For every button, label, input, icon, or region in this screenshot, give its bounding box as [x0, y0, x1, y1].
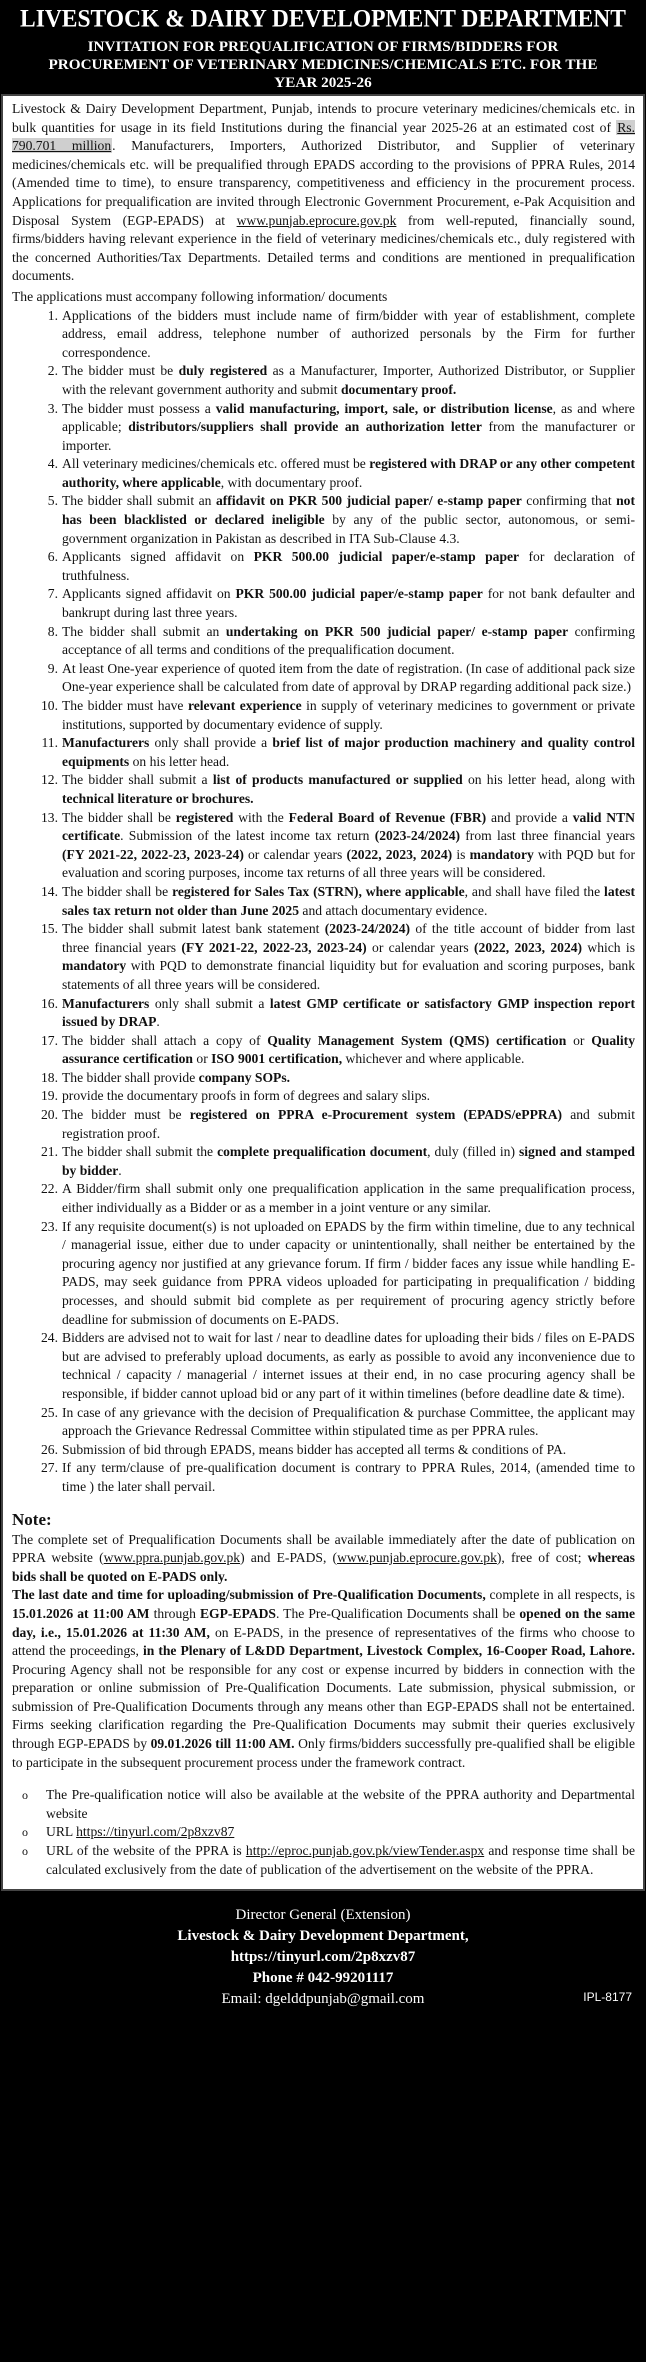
- requirement-item: [32, 455, 635, 492]
- requirement-number: 3.: [47, 400, 58, 416]
- requirement-number: 11.: [41, 735, 58, 751]
- note-text: . The Pre-Qualification Documents shall be: [275, 1605, 520, 1621]
- intro-paragraph: [12, 100, 635, 286]
- note-text: ), free of cost;: [496, 1550, 588, 1566]
- requirement-text: as a Manufacturer, Importer, Authorized Distributor, or Supplier with the relevant government authority and submit: [62, 363, 635, 397]
- bullet-item: [18, 1823, 635, 1842]
- requirement-text: The bidder shall submit the: [62, 1144, 218, 1160]
- requirement-text: with the: [233, 809, 289, 825]
- requirement-item: [32, 920, 635, 994]
- opening-datetime: opened on the same day, i.e., 15.01.2026 at 11:30 AM,: [12, 1605, 636, 1640]
- notice-header: [0, 0, 646, 94]
- requirement-emphasis: latest sales tax return not older than June 2025: [62, 883, 635, 918]
- requirement-number: 4.: [47, 456, 58, 472]
- requirement-text: only shall submit a: [149, 995, 270, 1011]
- requirement-number: 2.: [47, 363, 58, 379]
- requirement-emphasis: valid NTN certificate: [62, 809, 635, 844]
- requirement-text: The bidder must be: [62, 1107, 190, 1123]
- requirement-number: 12.: [41, 772, 58, 788]
- requirement-emphasis: relevant experience: [187, 698, 302, 713]
- requirement-text: confirming acceptance of all terms and conditions of the prequalification document.: [62, 623, 636, 658]
- requirement-text: only shall provide a: [149, 735, 273, 751]
- requirement-text: provide the documentary proofs in form of degrees and salary slips.: [62, 1088, 431, 1104]
- requirement-text: The bidder shall attach a copy of: [62, 1032, 268, 1048]
- requirement-number: 8.: [47, 623, 58, 639]
- requirement-text: for not bank defaulter and bankrupt during last three years.: [62, 586, 635, 621]
- requirement-item: [32, 1218, 635, 1330]
- requirement-emphasis: (2023-24/2024): [324, 921, 411, 937]
- requirement-text: .: [118, 1162, 122, 1178]
- requirement-text: The bidder must possess a: [62, 400, 216, 416]
- requirement-text: with PQD to demonstrate financial liquidity but for evaluation and scoring purposes, bank statements of all three years will be considered.: [62, 958, 635, 992]
- requirement-item: [32, 400, 635, 456]
- requirement-number: 25.: [41, 1404, 58, 1420]
- requirement-emphasis: distributors/suppliers shall provide an authorization letter: [128, 419, 482, 435]
- ppra-tender-link[interactable]: http://eproc.punjab.gov.pk/viewTender.aspx: [245, 1843, 485, 1859]
- requirement-text: , duly (filled in): [427, 1144, 519, 1160]
- requirement-item: [32, 1106, 635, 1143]
- requirement-emphasis: company SOPs.: [198, 1069, 291, 1085]
- requirement-item: [32, 623, 635, 660]
- requirement-text: , as and where applicable;: [62, 400, 635, 435]
- requirement-emphasis: registered: [175, 809, 234, 825]
- requirement-item: [32, 492, 635, 548]
- requirement-number: 16.: [41, 995, 58, 1011]
- requirement-number: 21.: [41, 1144, 58, 1160]
- requirement-text: or: [193, 1051, 212, 1067]
- info-bullets: [18, 1786, 635, 1879]
- requirement-item: [32, 585, 635, 622]
- note-text: ) and E-PADS, (: [240, 1550, 338, 1566]
- requirement-text: of the title account of bidder from last three financial years: [62, 921, 635, 955]
- requirement-text: The bidder must have: [62, 698, 188, 713]
- contact-footer: [0, 1891, 646, 2018]
- bullet-text: and response time shall be calculated exclusively from the date of publication of the advertisement on the website of the PPRA.: [46, 1843, 635, 1877]
- issuer-department: Livestock & Dairy Development Department,: [177, 1928, 469, 1945]
- requirement-number: 18.: [41, 1069, 58, 1085]
- bullet-text: The Pre-qualification notice will also be available at the website of the PPRA authority and Departmental website: [46, 1787, 635, 1821]
- requirement-emphasis: (2022, 2023, 2024): [346, 846, 453, 862]
- requirement-emphasis: mandatory: [62, 958, 127, 974]
- requirement-emphasis: Manufacturers: [62, 995, 150, 1011]
- opening-venue: in the Plenary of L&DD Department, Livestock Complex, 16-Cooper Road, Lahore.: [142, 1643, 635, 1659]
- footer-phone: Phone # 042-99201117: [252, 1970, 394, 1987]
- ppra-website-link[interactable]: www.ppra.punjab.gov.pk: [103, 1550, 241, 1566]
- note-paragraph-2: [12, 1586, 635, 1772]
- requirement-text: The bidder shall submit an: [62, 623, 226, 639]
- footer-url[interactable]: https://tinyurl.com/2p8xzv87: [230, 1949, 416, 1966]
- requirement-emphasis: Manufacturers: [62, 735, 150, 751]
- requirement-text: with PQD but for evaluation and scoring purposes, income tax returns of all three years will be considered.: [62, 846, 635, 881]
- requirement-emphasis: PKR 500.00 judicial paper/e-stamp paper: [235, 586, 483, 602]
- requirement-text: The bidder shall submit an: [62, 493, 216, 509]
- note-text: The complete set of Prequalification Documents shall be available immediately after the date of publication on PPRA website (: [12, 1531, 635, 1566]
- requirement-text: All veterinary medicines/chemicals etc. offered must be: [62, 456, 370, 472]
- requirement-number: 20.: [41, 1107, 58, 1123]
- requirement-item: [32, 734, 635, 771]
- requirement-item: [32, 1180, 635, 1217]
- requirement-text: , and shall have filed the: [464, 883, 605, 899]
- requirement-number: 24.: [41, 1330, 58, 1346]
- requirement-item: [32, 307, 635, 363]
- intro-text-3: from well-reputed, financially sound, firms/bidders having relevant experience in the field of veterinary medicines/chemicals etc., duly registered with the concerned Authorities/Tax Departments. Detailed terms and conditions are mentioned in prequalification documents.: [12, 212, 635, 284]
- requirement-emphasis: latest GMP certificate or satisfactory GMP inspection report issued by DRAP: [62, 995, 635, 1030]
- notice-subtitle-line-1: INVITATION FOR PREQUALIFICATION OF FIRMS/BIDDERS FOR: [87, 38, 559, 55]
- note-text: on E-PADS, in the presence of representatives of the firms who choose to attend the proceedings,: [12, 1624, 635, 1659]
- requirement-text: . Submission of the latest income tax return: [120, 828, 375, 844]
- requirement-emphasis: registered for Sales Tax (STRN), where applicable: [172, 883, 465, 899]
- notice-subtitle-line-3: YEAR 2025-26: [274, 74, 372, 91]
- requirement-text: for declaration of truthfulness.: [62, 549, 635, 583]
- requirement-text: Submission of bid through EPADS, means bidder has accepted all terms & conditions of PA.: [62, 1441, 567, 1457]
- circle-bullet-icon: o: [22, 1788, 28, 1803]
- requirement-text: by any of the public sector, autonomous, or semi-government organization in Pakistan as described in ITA Sub-Clause 4.3.: [62, 512, 635, 546]
- submission-deadline: 15.01.2026 at 11:00 AM: [12, 1605, 150, 1621]
- epads-link[interactable]: www.punjab.eprocure.gov.pk: [236, 212, 397, 228]
- note-emphasis: whereas bids shall be quoted on E-PADS only.: [12, 1550, 635, 1584]
- note-text: Procuring Agency shall not be responsible for any cost or expense incurred by bidders in connection with the preparation or online submission of Pre-Qualification Documents. Late submission, physical submission, or submission of Pre-Qualification Documents through any means other than EGP-EPADS shall not be entertained. Firms seeking clarification regarding the Pre-Qualification Documents may submit their queries exclusively through EGP-EPADS by: [12, 1661, 635, 1752]
- requirement-number: 10.: [41, 698, 58, 713]
- notice-body: [1, 94, 645, 1891]
- requirement-item: [32, 1069, 635, 1088]
- requirement-item: [32, 660, 635, 697]
- circle-bullet-icon: o: [22, 1825, 28, 1840]
- requirement-text: from last three financial years: [460, 828, 635, 844]
- requirement-emphasis: technical literature or brochures.: [62, 790, 254, 806]
- requirement-text: from the manufacturer or importer.: [62, 419, 635, 453]
- ad-reference-code: IPL-8177: [583, 1990, 632, 2005]
- requirement-text: which is: [582, 939, 635, 955]
- requirement-text: , with documentary proof.: [220, 474, 363, 490]
- requirement-emphasis: (2022, 2023, 2024): [474, 939, 583, 955]
- bullet-text: URL of the website of the PPRA is: [46, 1843, 246, 1859]
- requirement-emphasis: (FY 2021-22, 2022-23, 2023-24): [62, 846, 244, 862]
- requirement-text: The bidder shall submit a: [62, 772, 213, 788]
- circle-bullet-icon: o: [22, 1844, 28, 1859]
- requirement-item: [32, 883, 635, 920]
- requirement-text: Applicants signed affidavit on: [62, 586, 236, 602]
- department-title: LIVESTOCK & DAIRY DEVELOPMENT DEPARTMENT: [20, 4, 626, 34]
- requirement-emphasis: valid manufacturing, import, sale, or distribution license: [215, 400, 553, 416]
- note-section: [12, 1509, 635, 1773]
- requirement-emphasis: not has been blacklisted or declared ineligible: [62, 493, 636, 528]
- requirement-text: In case of any grievance with the decision of Prequalification & purchase Committee, the applicant may approach the Grievance Redressal Committee within stipulated time as per PPRA rules.: [62, 1404, 635, 1439]
- issuer-title: Director General (Extension): [235, 1907, 411, 1924]
- requirement-text: or calendar years: [243, 846, 347, 862]
- requirement-item: [32, 1441, 635, 1460]
- requirement-text: The bidder must be: [62, 363, 179, 379]
- requirement-text: confirming that: [521, 493, 617, 509]
- submission-heading: The last date and time for uploading/submission of Pre-Qualification Documents,: [12, 1587, 486, 1603]
- requirement-text: The bidder shall submit latest bank statement: [62, 921, 325, 937]
- requirement-item: [32, 1032, 635, 1069]
- requirement-emphasis: registered on PPRA e-Procurement system (EPADS/ePPRA): [189, 1107, 563, 1123]
- requirement-text: and provide a: [486, 809, 573, 825]
- requirement-text: At least One-year experience of quoted item from the date of registration. (In case of additional pack size One-year experience shall be calculated from date of approval by DRAP regarding additional pack size.): [62, 660, 635, 695]
- requirement-text: The bidder shall be: [62, 883, 173, 899]
- requirement-emphasis: (FY 2021-22, 2022-23, 2023-24): [181, 939, 367, 955]
- requirement-emphasis: brief list of major production machinery and quality control equipments: [62, 735, 635, 769]
- requirement-number: 14.: [41, 883, 58, 899]
- intro-text-1: Livestock & Dairy Development Department, Punjab, intends to procure veterinary medicines/chemicals etc. in bulk quantities for usage in its field Institutions during the financial year 2025-26 at an estimated cost of: [12, 101, 635, 135]
- requirement-item: [32, 548, 635, 585]
- requirement-emphasis: Federal Board of Revenue (FBR): [288, 809, 487, 825]
- requirement-text: in supply of veterinary medicines to government or private institutions, supported by documentary evidence of supply.: [62, 698, 635, 732]
- requirement-item: [32, 697, 635, 734]
- requirement-text: If any term/clause of pre-qualification document is contrary to PPRA Rules, 2014, (amended time to time ) the later shall pervail.: [62, 1460, 635, 1494]
- requirement-emphasis: Quality assurance certification: [62, 1032, 635, 1067]
- requirement-number: 13.: [41, 809, 58, 825]
- requirement-number: 5.: [47, 493, 58, 509]
- requirement-number: 26.: [41, 1441, 58, 1457]
- requirement-emphasis: mandatory: [469, 846, 534, 862]
- intro-text-2: . Manufacturers, Importers, Authorized Distributor, and Supplier of veterinary medicines/chemicals etc. will be prequalified through EPADS according to the provisions of PPRA Rules, 2014 (Amended time to time), to ensure transparency, competitiveness and efficiency in the procurement process. Applications for prequalification are invited through Electronic Government Procurement, e-Pak Acquisition and Disposal System (EGP-EPADS) at: [12, 138, 635, 228]
- requirement-text: on his letter head, along with: [462, 772, 636, 788]
- requirement-emphasis: complete prequalification document: [217, 1144, 428, 1160]
- requirement-number: 27.: [41, 1460, 58, 1476]
- requirement-item: [32, 1329, 635, 1403]
- requirement-text: on his letter head.: [129, 753, 230, 769]
- requirement-item: [32, 1404, 635, 1441]
- requirement-text: or calendar years: [366, 939, 475, 955]
- requirement-text: Bidders are advised not to wait for last / near to deadline dates for uploading their bids / files on E-PADS but are advised to preferably upload documents, as early as possible to avoid any inconvenience due to technical / capacity / managerial / internet issues at their end, in no case procuring agency shall be responsible, if bidder cannot upload bid or any part of it within timelines (before deadline date & time).: [62, 1330, 635, 1401]
- requirement-emphasis: signed and stamped by bidder: [62, 1144, 635, 1178]
- requirement-emphasis: PKR 500.00 judicial paper/e-stamp paper: [253, 549, 520, 565]
- epads-website-link[interactable]: www.punjab.eprocure.gov.pk: [337, 1550, 497, 1566]
- requirement-number: 6.: [47, 549, 58, 565]
- requirement-emphasis: list of products manufactured or supplied: [212, 772, 463, 788]
- requirement-number: 23.: [41, 1218, 58, 1234]
- requirement-item: [32, 771, 635, 808]
- note-paragraph-1: [12, 1531, 635, 1587]
- requirement-text: Applicants signed affidavit on: [62, 549, 254, 565]
- requirement-text: A Bidder/firm shall submit only one prequalification application in the same prequalification process, either individually as a Bidder or as a member in a joint venture or any similar.: [62, 1181, 635, 1216]
- requirement-item: [32, 809, 635, 883]
- requirements-list: [32, 307, 635, 1497]
- requirement-item: [32, 1459, 635, 1496]
- requirement-text: and submit registration proof.: [62, 1107, 635, 1141]
- bullet-text: URL: [46, 1824, 77, 1840]
- notice-subtitle-line-2: PROCUREMENT OF VETERINARY MEDICINES/CHEMICALS ETC. FOR THE: [48, 56, 598, 73]
- requirement-emphasis: duly registered: [178, 363, 268, 379]
- requirement-emphasis: affidavit on PKR 500 judicial paper/ e-stamp paper: [215, 493, 522, 509]
- query-deadline: 09.01.2026 till 11:00 AM.: [150, 1736, 295, 1752]
- requirement-text: If any requisite document(s) is not uploaded on EPADS by the firm within timeline, due to any technical / managerial issue, either due to under capacity or unintentionally, shall neither be entertained by the procuring agency nor justified at any grievance forum. If firm / bidder faces any issue while handling E-PADS, may seek guidance from PPRA videos uploaded for participating in prequalification / bidding processes, and should submit bid complete as per requirement of procuring agency strictly before deadline for submission of documents on E-PADS.: [62, 1218, 635, 1327]
- requirement-text: or: [566, 1032, 592, 1048]
- note-text: complete in all respects, is: [485, 1587, 635, 1603]
- requirement-text: is: [452, 846, 470, 862]
- requirement-number: 1.: [47, 307, 58, 323]
- requirements-lead: The applications must accompany following information/ documents: [12, 288, 388, 304]
- tinyurl-link[interactable]: https://tinyurl.com/2p8xzv87: [76, 1824, 235, 1840]
- requirement-text: .: [156, 1014, 160, 1030]
- requirement-number: 17.: [41, 1032, 58, 1048]
- requirement-text: The bidder shall provide: [62, 1069, 199, 1085]
- bullet-item: [18, 1786, 635, 1823]
- requirement-emphasis: ISO 9001 certification,: [211, 1051, 343, 1067]
- footer-email[interactable]: Email: dgelddpunjab@gmail.com: [221, 1991, 425, 2008]
- requirement-text: Applications of the bidders must include name of firm/bidder with year of establishment, complete address, email address, telephone number of authorized personals by the Firm for further correspondence.: [62, 307, 635, 360]
- requirement-number: 7.: [47, 586, 58, 602]
- requirement-text: The bidder shall be: [62, 809, 176, 825]
- requirement-number: 9.: [47, 660, 58, 676]
- requirement-emphasis: undertaking on PKR 500 judicial paper/ e-stamp paper: [225, 623, 569, 639]
- note-text: Only firms/bidders successfully pre-qualified shall be eligible to participate in the subsequent procurement process under the framework contract.: [12, 1736, 635, 1770]
- requirement-item: [32, 995, 635, 1032]
- bullet-item: [18, 1842, 635, 1879]
- requirement-emphasis: documentary proof.: [340, 381, 457, 397]
- requirement-item: [32, 362, 635, 399]
- note-text: through: [149, 1605, 200, 1621]
- egp-epads-label: EGP-EPADS: [199, 1605, 276, 1621]
- requirement-text: and attach documentary evidence.: [299, 902, 488, 918]
- requirement-text: whichever and where applicable.: [342, 1051, 525, 1067]
- requirement-number: 15.: [41, 921, 58, 937]
- estimated-cost: Rs. 790.701 million: [12, 119, 635, 154]
- requirement-number: 19.: [41, 1088, 58, 1104]
- requirement-emphasis: (2023-24/2024): [374, 828, 461, 844]
- requirement-emphasis: Quality Management System (QMS) certification: [267, 1032, 567, 1048]
- requirement-item: [32, 1087, 635, 1106]
- requirement-number: 22.: [41, 1181, 58, 1197]
- requirement-emphasis: registered with DRAP or any other competent authority, where applicable: [62, 456, 635, 490]
- note-title: Note:: [12, 1509, 52, 1529]
- requirement-item: [32, 1143, 635, 1180]
